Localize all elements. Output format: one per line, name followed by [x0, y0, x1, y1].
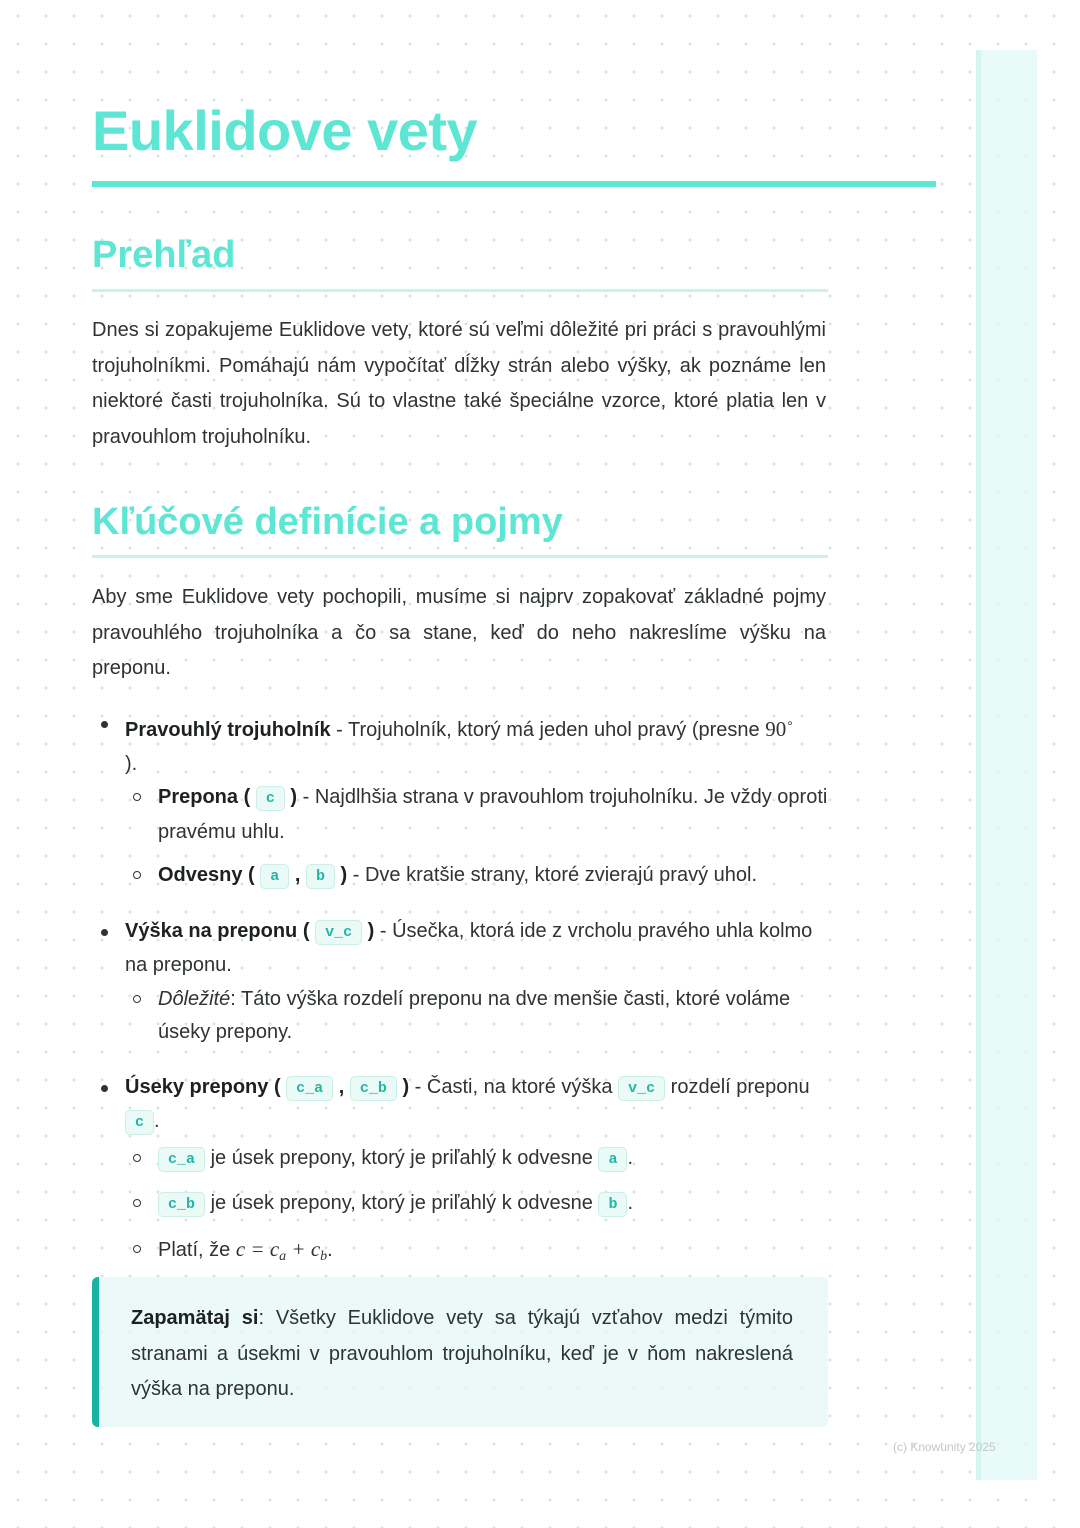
formula-ca-sub: a	[279, 1248, 287, 1264]
formula-c: c	[235, 1236, 246, 1261]
callout-body: : Všetky Euklidove vety sa týkajú vzťahov medzi týmito stranami a úsekmi v pravouhlom trojuholníku, keď je v ňom nakreslená výška na preponu.	[131, 1307, 793, 1400]
period: .	[327, 1238, 333, 1261]
page-title: Euklidove vety	[92, 99, 478, 162]
desc-dolezite: : Táto výška rozdelí preponu na dve menšie časti, ktoré voláme úseky prepony.	[158, 987, 791, 1043]
sub-item-plati	[92, 1233, 828, 1274]
term-pravouhly: Pravouhlý trojuholník	[125, 719, 331, 741]
bullet-ring	[133, 995, 141, 1003]
code-v_c: v_c	[618, 1076, 665, 1101]
term-useky-close: )	[402, 1075, 410, 1098]
separator: ,	[294, 864, 301, 886]
desc-useky-b: rozdelí preponu	[665, 1075, 810, 1098]
angle-value: 90	[765, 717, 787, 741]
side-strip	[976, 50, 1037, 1480]
list-item-vyska	[92, 915, 828, 983]
sub-item-odvesny	[92, 859, 828, 894]
bullet-ring	[133, 1154, 141, 1162]
desc-odvesny: - Dve kratšie strany, ktoré zvierajú pravý uhol.	[347, 864, 757, 886]
term-vyska: Výška na preponu (	[125, 919, 310, 942]
plati-text: Platí, že	[158, 1238, 236, 1261]
footer-copyright: (c) Knowunity 2025	[893, 1440, 996, 1454]
definitions-list	[92, 707, 828, 1273]
sub-item-c_a	[92, 1142, 828, 1177]
bullet-dot	[101, 929, 108, 936]
formula-ca: c	[269, 1236, 280, 1261]
list-item-useky	[92, 1071, 828, 1140]
bullet-ring	[133, 1199, 141, 1207]
title-rule	[92, 181, 936, 187]
callout-label: Zapamätaj si	[131, 1307, 259, 1329]
desc-c_a: je úsek prepony, ktorý je priľahlý k odvesne	[205, 1146, 599, 1169]
desc-pravouhly-post: ).	[125, 752, 138, 775]
desc-useky-c: .	[154, 1110, 160, 1132]
code-c_b: c_b	[350, 1076, 397, 1101]
term-vyska-close: )	[367, 919, 375, 942]
term-odvesny: Odvesny (	[158, 864, 255, 886]
code-b: b	[306, 864, 335, 889]
overview-rule	[92, 289, 828, 292]
code-b: b	[598, 1192, 627, 1217]
desc-vyska: - Úsečka, ktorá ide z vrcholu pravého uhla kolmo na preponu.	[125, 919, 813, 976]
overview-heading: Prehľad	[92, 234, 236, 276]
code-c: c	[256, 786, 285, 811]
code-v_c: v_c	[315, 920, 362, 945]
code-c_a: c_a	[286, 1076, 333, 1101]
definitions-heading: Kľúčové definície a pojmy	[92, 501, 563, 543]
definitions-rule	[92, 555, 828, 558]
term-useky: Úseky prepony (	[125, 1075, 281, 1098]
formula-cb-sub: b	[320, 1248, 328, 1264]
separator: ,	[338, 1075, 345, 1098]
desc-pravouhly-pre: - Trojuholník, ktorý má jeden uhol pravý (presne	[330, 719, 766, 741]
overview-text: Dnes si zopakujeme Euklidove vety, ktoré sú veľmi dôležité pri práci s pravouhlými trojuholníkmi. Pomáhajú nám vypočítať dĺžky strán alebo výšky, ak poznáme len niektoré časti trojuholníka. Sú to vlastne také špeciálne vzorce, ktoré platia len v pravouhlom trojuholníku.	[92, 319, 826, 448]
desc-useky-a: - Časti, na ktoré výška	[409, 1075, 619, 1098]
code-c: c	[125, 1110, 154, 1135]
period: .	[627, 1192, 634, 1214]
bullet-ring	[133, 871, 141, 879]
sub-item-dolezite	[92, 983, 828, 1050]
code-a: a	[598, 1147, 627, 1172]
code-c_b: c_b	[158, 1192, 205, 1217]
formula-cb: c	[310, 1236, 321, 1261]
callout-text	[131, 1301, 793, 1408]
code-a: a	[260, 864, 289, 889]
degree-symbol: ∘	[786, 716, 794, 730]
formula-eq: =	[245, 1236, 270, 1261]
bullet-dot	[101, 1085, 108, 1092]
period: .	[627, 1146, 634, 1169]
bullet-dot	[101, 721, 108, 728]
emph-dolezite: Dôležité	[158, 987, 231, 1010]
bullet-ring	[133, 1245, 141, 1253]
bullet-ring	[133, 793, 141, 801]
desc-prepona: - Najdlhšia strana v pravouhlom trojuholníku. Je vždy oproti pravému uhlu.	[158, 786, 828, 843]
formula	[235, 1236, 328, 1264]
term-prepona: Prepona (	[158, 786, 251, 808]
callout-box	[92, 1277, 828, 1427]
formula-plus: +	[286, 1236, 311, 1261]
desc-c_b: je úsek prepony, ktorý je priľahlý k odvesne	[205, 1192, 599, 1214]
list-item-pravouhly	[92, 707, 828, 781]
sub-item-prepona	[92, 781, 828, 849]
term-odvesny-close: )	[340, 864, 348, 886]
sub-item-c_b	[92, 1187, 828, 1222]
code-c_a: c_a	[158, 1147, 205, 1172]
definitions-intro: Aby sme Euklidove vety pochopili, musíme si najprv zopakovať základné pojmy pravouhlého trojuholníka a čo sa stane, keď do neho nakreslíme výšku na preponu.	[92, 586, 826, 679]
term-prepona-close: )	[290, 786, 298, 808]
